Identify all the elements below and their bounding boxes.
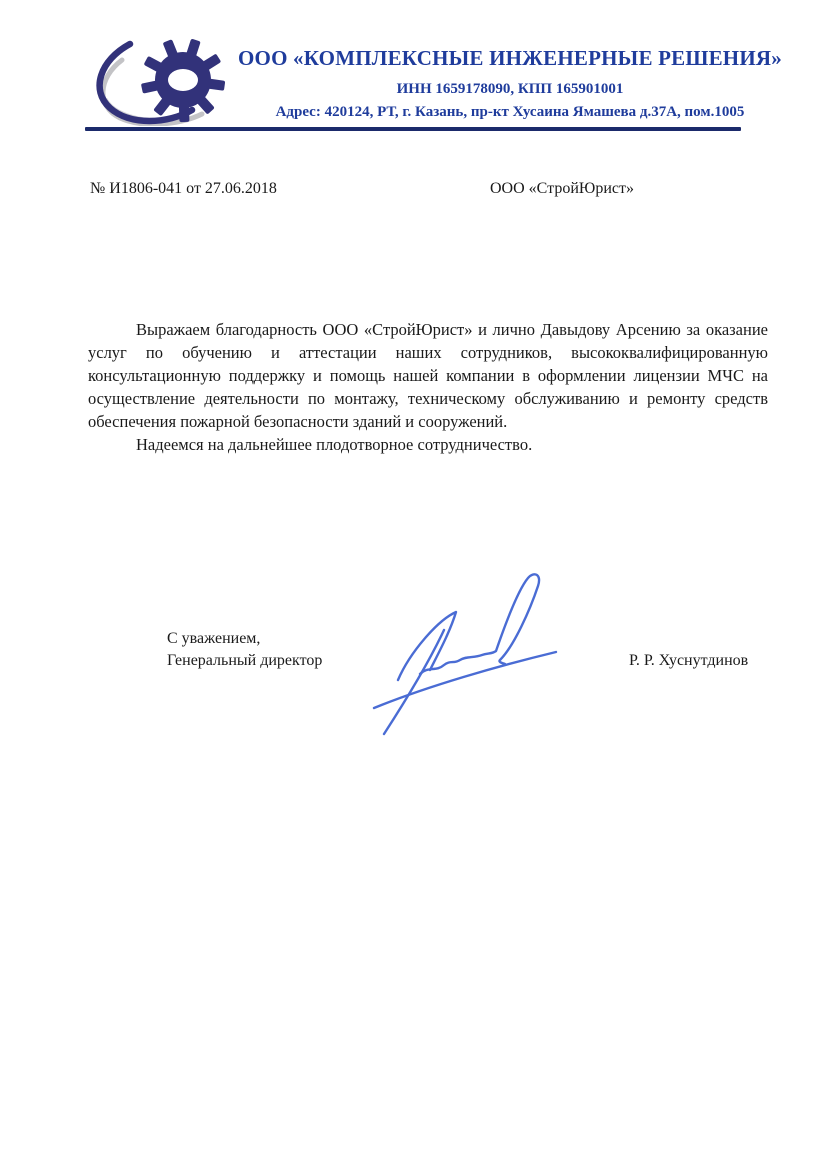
signer-position: Генеральный директор [167, 652, 323, 669]
letterhead-text [238, 34, 782, 121]
letterhead [88, 34, 782, 126]
gear-swoosh-logo-icon [88, 34, 238, 126]
closing-phrase: С уважением, [167, 630, 261, 647]
company-inn-kpp: ИНН 1659178090, КПП 165901001 [396, 81, 624, 97]
signature-closing-block [167, 628, 322, 672]
body-paragraph-2: Надеемся на дальнейшее плодотворное сотрудничество. [136, 435, 533, 454]
signer-name: Р. Р. Хуснутдинов [629, 652, 749, 669]
header-divider [85, 127, 741, 131]
body-paragraph-1: Выражаем благодарность ООО «СтройЮрист» и лично Давыдову Арсению за оказание услуг по обучению и аттестации наших сотрудников, высококвалифицированную консультационную поддержку и помощь нашей компании в оформлении лицензии МЧС на осуществление деятельности по монтажу, техническому обслуживанию и ремонту средств обеспечения пожарной безопасности зданий и сооружений. [88, 320, 768, 431]
letter-addressee: ООО «СтройЮрист» [490, 180, 634, 197]
handwritten-signature-icon [358, 552, 568, 744]
company-logo [88, 34, 238, 126]
gear-icon [130, 34, 236, 126]
letter-number-date: № И1806-041 от 27.06.2018 [90, 180, 277, 197]
letter-body [88, 318, 768, 456]
company-name: ООО «КОМПЛЕКСНЫЕ ИНЖЕНЕРНЫЕ РЕШЕНИЯ» [238, 46, 782, 70]
company-address: Адрес: 420124, РТ, г. Казань, пр-кт Хусаина Ямашева д.37А, пом.1005 [275, 104, 745, 120]
